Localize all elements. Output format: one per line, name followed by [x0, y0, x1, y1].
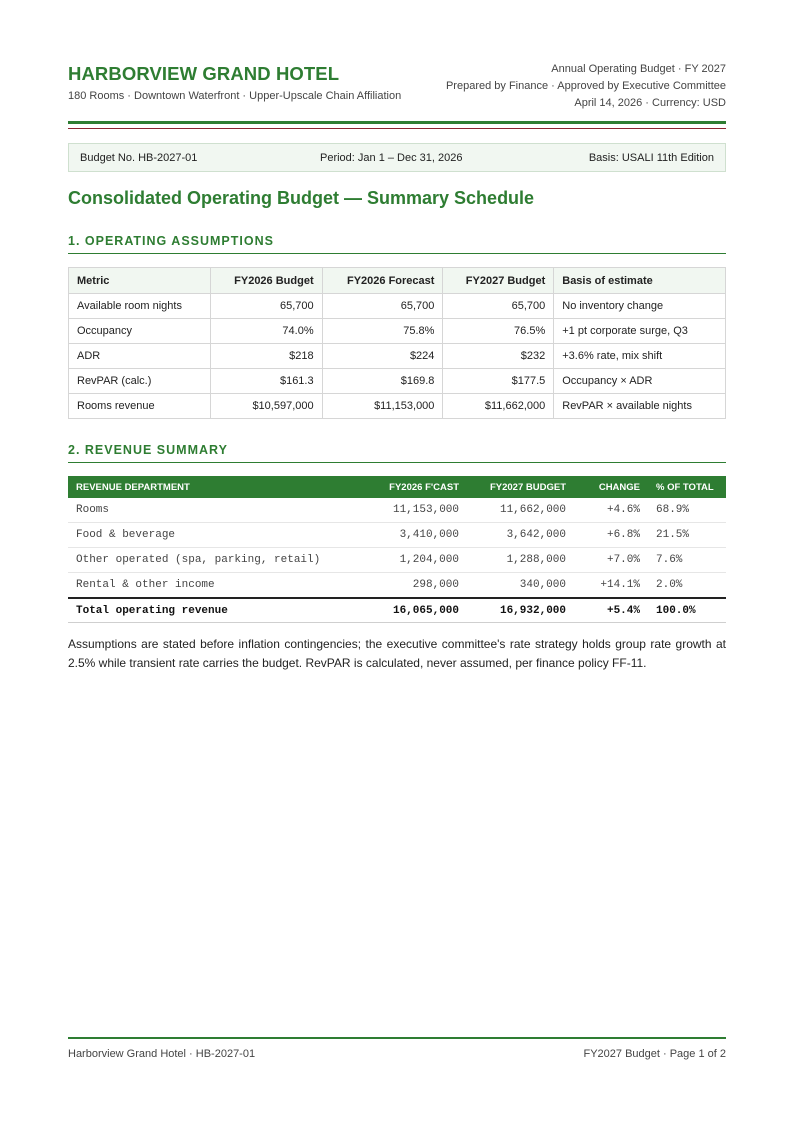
revenue-table	[68, 476, 726, 623]
table-cell: Available room nights	[69, 294, 211, 319]
column-header: REVENUE DEPARTMENT	[68, 476, 358, 498]
table-cell: 3,410,000	[358, 523, 467, 548]
budget-page	[68, 0, 726, 1123]
table-cell: $161.3	[210, 369, 322, 394]
table-cell: 11,153,000	[358, 498, 467, 523]
table-row	[68, 523, 726, 548]
section-heading-assumptions: 1. OPERATING ASSUMPTIONS	[68, 234, 726, 254]
column-header: % OF TOTAL	[648, 476, 726, 498]
footer-rule	[68, 1037, 726, 1039]
header-rule-green	[68, 121, 726, 124]
table-cell: 1,288,000	[467, 548, 574, 573]
table-cell: $224	[322, 344, 443, 369]
total-row	[68, 598, 726, 623]
column-header: CHANGE	[574, 476, 648, 498]
table-cell: 16,932,000	[467, 598, 574, 623]
column-header: FY2026 Forecast	[322, 268, 443, 294]
table-cell: $10,597,000	[210, 394, 322, 419]
table-cell: 340,000	[467, 573, 574, 599]
column-header: FY2027 BUDGET	[467, 476, 574, 498]
table-cell: $177.5	[443, 369, 554, 394]
table-cell: +1 pt corporate surge, Q3	[554, 319, 726, 344]
table-row	[69, 369, 726, 394]
table-cell: 65,700	[210, 294, 322, 319]
table-cell: RevPAR (calc.)	[69, 369, 211, 394]
table-row	[69, 319, 726, 344]
table-cell: 65,700	[443, 294, 554, 319]
table-cell: 100.0%	[648, 598, 726, 623]
budget-number: Budget No. HB-2027-01	[80, 152, 198, 164]
table-header-row	[68, 476, 726, 498]
table-cell: +7.0%	[574, 548, 648, 573]
table-cell: Rooms	[68, 498, 358, 523]
table-cell: Total operating revenue	[68, 598, 358, 623]
footer-left: Harborview Grand Hotel · HB-2027-01	[68, 1048, 256, 1060]
table-cell: +14.1%	[574, 573, 648, 599]
table-cell: 16,065,000	[358, 598, 467, 623]
table-cell: 75.8%	[322, 319, 443, 344]
budget-period: Period: Jan 1 – Dec 31, 2026	[320, 152, 463, 164]
table-cell: Rental & other income	[68, 573, 358, 599]
table-cell: +3.6% rate, mix shift	[554, 344, 726, 369]
table-cell: +4.6%	[574, 498, 648, 523]
table-cell: 7.6%	[648, 548, 726, 573]
table-cell: +6.8%	[574, 523, 648, 548]
header-meta-line: Prepared by Finance · Approved by Executive Committee	[445, 80, 726, 92]
header-meta	[446, 61, 726, 112]
column-header: Basis of estimate	[554, 268, 726, 294]
table-cell: Occupancy × ADR	[554, 369, 726, 394]
table-row	[68, 573, 726, 599]
assumptions-table	[68, 267, 726, 419]
footer-page-number: FY2027 Budget · Page 1 of 2	[583, 1048, 726, 1060]
column-header: Metric	[69, 268, 211, 294]
hotel-subtitle: 180 Rooms · Downtown Waterfront · Upper-Upscale Chain Affiliation	[68, 90, 402, 102]
hotel-name: HARBORVIEW GRAND HOTEL	[68, 63, 340, 84]
table-cell: 21.5%	[648, 523, 726, 548]
section-heading-revenue: 2. REVENUE SUMMARY	[68, 443, 726, 463]
table-cell: Food & beverage	[68, 523, 358, 548]
table-cell: $169.8	[322, 369, 443, 394]
table-row	[68, 548, 726, 573]
table-cell: $11,153,000	[322, 394, 443, 419]
table-cell: Rooms revenue	[69, 394, 211, 419]
table-cell: 76.5%	[443, 319, 554, 344]
table-cell: $11,662,000	[443, 394, 554, 419]
table-cell: 3,642,000	[467, 523, 574, 548]
table-cell: $232	[443, 344, 554, 369]
document-title: Consolidated Operating Budget — Summary Schedule	[68, 188, 535, 208]
table-cell: Other operated (spa, parking, retail)	[68, 548, 358, 573]
column-header: FY2026 Budget	[210, 268, 322, 294]
table-cell: $218	[210, 344, 322, 369]
table-header-row	[69, 268, 726, 294]
table-cell: 74.0%	[210, 319, 322, 344]
table-cell: 65,700	[322, 294, 443, 319]
column-header: FY2026 F'CAST	[358, 476, 467, 498]
header-rule-red	[68, 128, 726, 129]
table-row	[69, 294, 726, 319]
table-row	[69, 394, 726, 419]
table-cell: 298,000	[358, 573, 467, 599]
budget-basis: Basis: USALI 11th Edition	[588, 152, 714, 164]
table-cell: 1,204,000	[358, 548, 467, 573]
info-bar	[68, 143, 726, 172]
table-cell: 68.9%	[648, 498, 726, 523]
table-row	[68, 498, 726, 523]
table-cell: Occupancy	[69, 319, 211, 344]
table-cell: RevPAR × available nights	[554, 394, 726, 419]
assumptions-note: Assumptions are stated before inflation contingencies; the executive committee's rate strategy holds group rate growth at 2.5% while transient rate carries the budget. RevPAR is calculated, never assumed, per finance policy FF-11.	[68, 637, 726, 670]
column-header: FY2027 Budget	[443, 268, 554, 294]
table-cell: No inventory change	[554, 294, 726, 319]
table-row	[69, 344, 726, 369]
document-header	[68, 60, 726, 112]
header-meta-line: April 14, 2026 · Currency: USD	[574, 97, 726, 109]
table-cell: 2.0%	[648, 573, 726, 599]
table-cell: +5.4%	[574, 598, 648, 623]
table-cell: ADR	[69, 344, 211, 369]
table-cell: 11,662,000	[467, 498, 574, 523]
header-meta-line: Annual Operating Budget · FY 2027	[551, 63, 726, 75]
